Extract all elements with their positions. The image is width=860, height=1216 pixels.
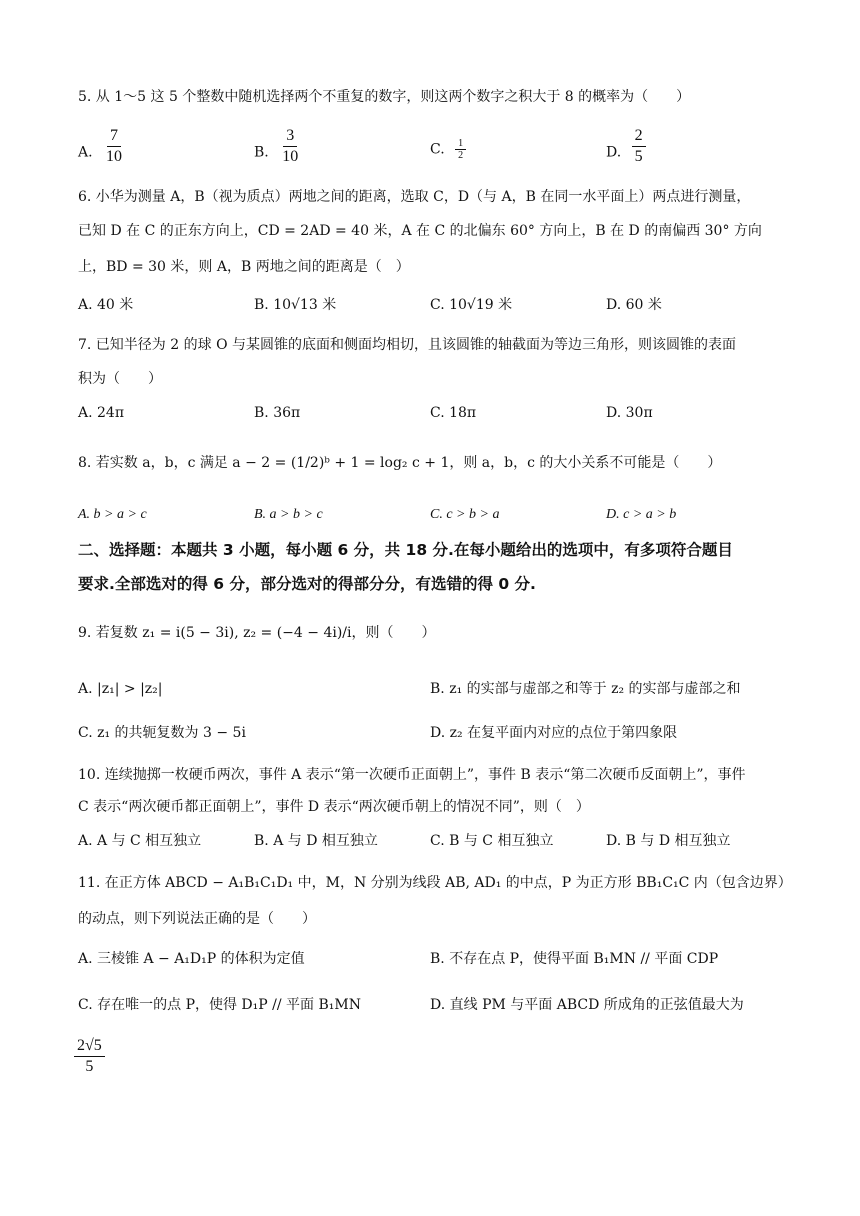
- q11-option-d: D. 直线 PM 与平面 ABCD 所成角的正弦值最大为: [430, 997, 744, 1013]
- q7-line-1: 7. 已知半径为 2 的球 O 与某圆锥的底面和侧面均相切，且该圆锥的轴截面为等边三角形，则该圆锥的表面: [78, 337, 736, 353]
- q11-options-row-2: [78, 994, 798, 1020]
- q5-option-c-fraction: $\frac{1}{2}$: [455, 138, 466, 161]
- q11-option-b: B. 不存在点 P，使得平面 B₁MN // 平面 CDP: [430, 951, 719, 967]
- q6-line-2: 已知 D 在 C 的正东方向上，CD = 2AD = 40 米，A 在 C 的北偏东 60° 方向上，B 在 D 的南偏西 30° 方向: [78, 223, 762, 239]
- section-2-heading-line-2: 要求.全部选对的得 6 分，部分选对的得部分分，有选错的得 0 分.: [78, 575, 536, 593]
- q9-option-a: A. |z₁| > |z₂|: [78, 681, 163, 697]
- q6-option-d: D. 60 米: [606, 297, 662, 313]
- q10-options: [78, 830, 798, 870]
- q5-option-a: A. $\frac{7}{10}$: [78, 138, 125, 167]
- q11-option-c: C. 存在唯一的点 P，使得 D₁P // 平面 B₁MN: [78, 997, 361, 1013]
- q5-option-c: C. $\frac{1}{2}$: [430, 138, 466, 161]
- q9-option-d: D. z₂ 在复平面内对应的点位于第四象限: [430, 725, 678, 741]
- q5-option-b: B. $\frac{3}{10}$: [254, 138, 301, 167]
- q6-option-c: C. 10√19 米: [430, 297, 513, 313]
- q11-option-a: A. 三棱锥 A − A₁D₁P 的体积为定值: [78, 951, 305, 967]
- q8-option-b: B. a > b > c: [254, 507, 323, 522]
- q10-option-c: C. B 与 C 相互独立: [430, 833, 554, 849]
- q7-option-b: B. 36π: [254, 405, 301, 421]
- q7-line-2: 积为（ ）: [78, 371, 162, 387]
- q9-option-c: C. z₁ 的共轭复数为 3 − 5i: [78, 725, 246, 741]
- q9-option-b: B. z₁ 的实部与虚部之和等于 z₂ 的实部与虚部之和: [430, 681, 741, 697]
- section-2-heading-line-1: 二、选择题：本题共 3 小题，每小题 6 分，共 18 分.在每小题给出的选项中，有多项符合题目: [78, 541, 733, 559]
- q5-option-a-fraction: $\frac{7}{10}$: [106, 127, 123, 165]
- q7-option-d: D. 30π: [606, 405, 653, 421]
- q11-line-1: 11. 在正方体 ABCD − A₁B₁C₁D₁ 中，M，N 分别为线段 AB, AD₁ 的中点，P 为正方形 BB₁C₁C 内（包含边界）: [78, 875, 792, 891]
- q11-options-row-1: [78, 948, 798, 974]
- q10-line-1: 10. 连续抛掷一枚硬币两次，事件 A 表示“第一次硬币正面朝上”，事件 B 表示“第二次硬币反面朝上”，事件: [78, 767, 746, 783]
- q5-option-d: D. $\frac{2}{5}$: [606, 138, 646, 167]
- q5-option-d-fraction: $\frac{2}{5}$: [632, 126, 646, 167]
- q9-options-row-2: [78, 722, 798, 748]
- q8-option-d: D. c > a > b: [606, 507, 677, 522]
- q8-option-a: A. b > a > c: [78, 507, 147, 522]
- q6-option-b: B. 10√13 米: [254, 297, 337, 313]
- q10-option-b: B. A 与 D 相互独立: [254, 833, 378, 849]
- q8-stem: 8. 若实数 a，b，c 满足 a − 2 = (1/2)ᵇ + 1 = log₂ c + 1，则 a，b，c 的大小关系不可能是（ ）: [78, 455, 722, 471]
- q7-option-a: A. 24π: [78, 405, 125, 421]
- q6-line-1: 6. 小华为测量 A，B（视为质点）两地之间的距离，选取 C，D（与 A，B 在同一水平面上）两点进行测量，: [78, 189, 751, 205]
- q6-options: [78, 294, 798, 334]
- q8-option-c: C. c > b > a: [430, 507, 500, 522]
- q5-options: [78, 128, 798, 168]
- q7-options: [78, 402, 798, 442]
- q11-line-2: 的动点，则下列说法正确的是（ ）: [78, 911, 316, 927]
- q9-options-row-1: [78, 678, 798, 704]
- q10-line-2: C 表示“两次硬币都正面朝上”，事件 D 表示“两次硬币朝上的情况不同”，则（ ）: [78, 799, 590, 815]
- q10-option-d: D. B 与 D 相互独立: [606, 833, 731, 849]
- q5-stem: 5. 从 1～5 这 5 个整数中随机选择两个不重复的数字，则这两个数字之积大于 8 的概率为（ ）: [78, 89, 691, 105]
- q11-option-d-fraction: $\frac{2√5}{5}$: [74, 1036, 105, 1077]
- q7-option-c: C. 18π: [430, 405, 477, 421]
- q6-line-3: 上，BD = 30 米，则 A，B 两地之间的距离是（ ）: [78, 259, 410, 275]
- q5-option-b-fraction: $\frac{3}{10}$: [282, 127, 299, 165]
- q6-option-a: A. 40 米: [78, 297, 134, 313]
- q10-option-a: A. A 与 C 相互独立: [78, 833, 202, 849]
- q9-stem: 9. 若复数 z₁ = i(5 − 3i), z₂ = (−4 − 4i)/i，则（ ）: [78, 625, 436, 641]
